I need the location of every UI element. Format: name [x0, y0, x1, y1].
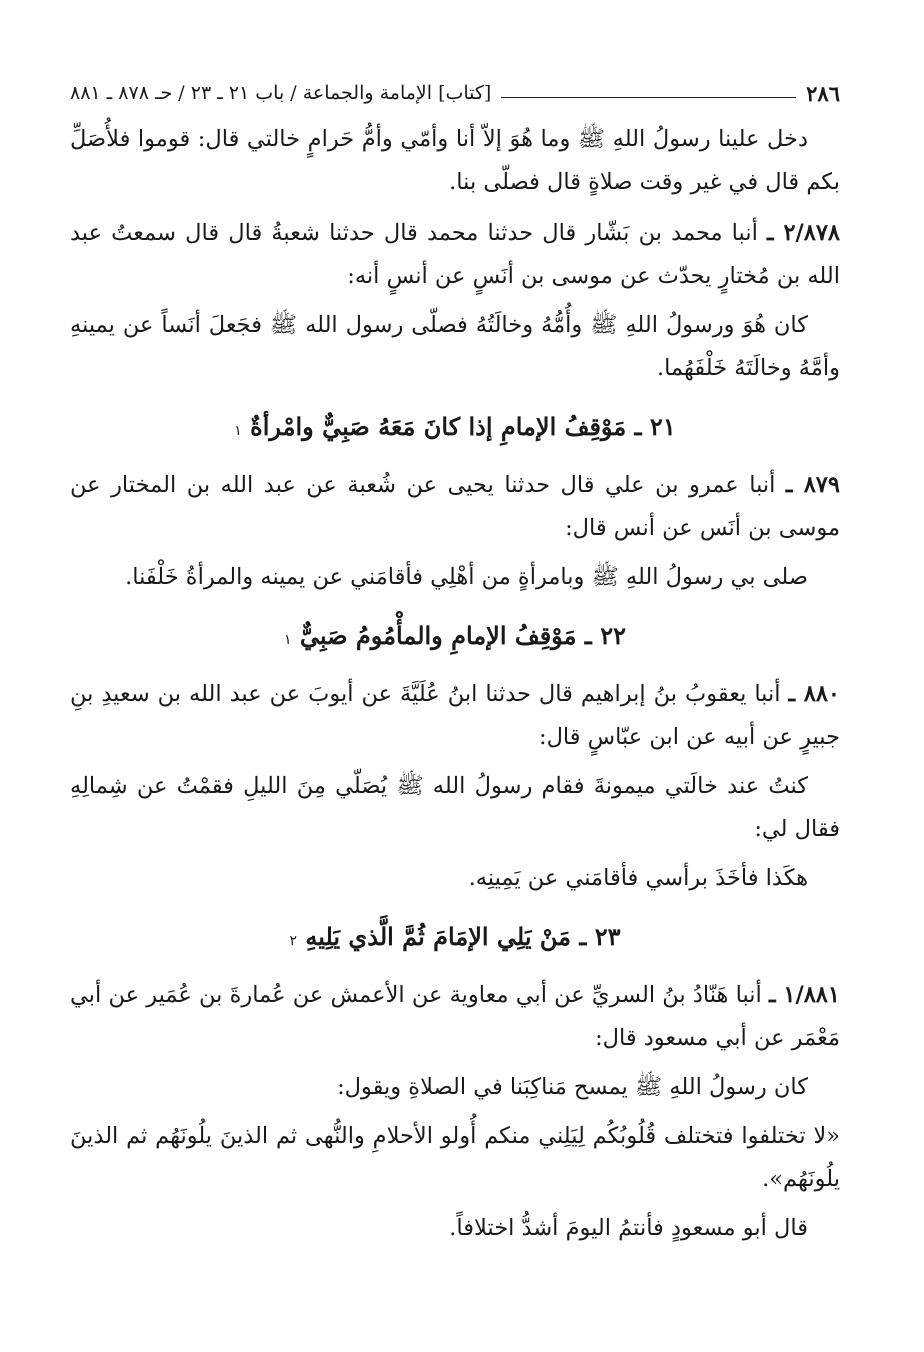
- hadith-879-matn: صلى بي رسولُ اللهِ ﷺ وبامرأةٍ من أهْلِي فأقامَني عن يمينه والمرأةُ خَلْفَنا.: [125, 564, 808, 590]
- book-page: [70, 78, 840, 1250]
- isnad-text: أنبا محمد بن بَشّار قال حدثنا محمد قال حدثنا شعبةُ قال قال سمعتُ عبد الله بن مُختارٍ يحدّث عن موسى بن أنَسٍ عن أنسٍ أنه:: [70, 220, 840, 289]
- hadith-number: ٨٨٠ ـ: [788, 681, 840, 707]
- hadith-881-matn: كان رسولُ اللهِ ﷺ يمسح مَناكِبَنا في الصلاةِ ويقول:: [337, 1074, 808, 1100]
- hadith-880-matn: كنتُ عند خالَتي ميمونةَ فقام رسولُ الله ﷺ يُصَلّي مِنَ الليلِ فقمْتُ عن شِمالِهِ فقال لي:: [70, 773, 840, 842]
- chapter-title: ٢٣ ـ مَنْ يَلِي الإمَامَ ثُمَّ الَّذي يَلِيهِ: [305, 922, 621, 951]
- hadith-880-matn-continued: هكَذا فأخَذَ برأسي فأقامَني عن يَمِينِه.: [468, 865, 808, 891]
- hadith-number: ٢/٨٧٨ ـ: [767, 220, 840, 246]
- isnad-text: أنبا هَنّادُ بنُ السريِّ عن أبي معاوية عن الأعمش عن عُمارةَ بن عُمَير عن أبي مَعْمَر عن أبي مسعود قال:: [70, 982, 840, 1051]
- footnote-marker: ١: [234, 423, 242, 439]
- header-rule: [501, 97, 796, 98]
- hadith-878-matn: كان هُوَ ورسولُ اللهِ ﷺ وأُمُّهُ وخالَتُهُ فصلّى رسول الله ﷺ فجَعلَ أنَساً عن يمينهِ وأمَّهُ وخالَتَهُ خَلْفَهُما.: [70, 312, 840, 381]
- running-header: [70, 78, 840, 108]
- chapter-title: ٢١ ـ مَوْقِفُ الإمامِ إذا كانَ مَعَهُ صَبِيٌّ وامْرأةٌ: [250, 412, 676, 441]
- hadith-number: ١/٨٨١ ـ: [768, 982, 840, 1008]
- hadith-880-isnad: [70, 673, 840, 759]
- isnad-text: أنبا عمرو بن علي قال حدثنا يحيى عن شُعبة عن عبد الله بن المختار عن موسى بن أنَس عن أنس قال:: [70, 472, 840, 541]
- chapter-23-heading: [70, 914, 840, 964]
- chapter-title: ٢٢ ـ مَوْقِفُ الإمامِ والمأْمُومُ صَبِيٌّ: [299, 621, 626, 650]
- chapter-21-heading: [70, 404, 840, 454]
- hadith-878-isnad: [70, 212, 840, 298]
- hadith-879-isnad: [70, 464, 840, 550]
- hadith-number: ٨٧٩ ـ: [785, 472, 840, 498]
- hadith-877-continuation: دخل علينا رسولُ اللهِ ﷺ وما هُوَ إلاّ أنا وأمّي وأمُّ حَرامٍ خالتي قال: قوموا فلأُصَلِّ بكم قال في غير وقت صلاةٍ قال فصلّى بنا.: [70, 126, 840, 195]
- isnad-text: أنبا يعقوبُ بنُ إبراهيم قال حدثنا ابنُ عُلَيَّةَ عن أيوبَ عن عبد الله بن سعيدِ بنِ جبيرٍ عن أبيه عن ابن عبّاسٍ قال:: [70, 681, 840, 750]
- hadith-881-final: قال أبو مسعودٍ فأنتمُ اليومَ أشدُّ اختلافاً.: [449, 1215, 808, 1241]
- running-title: [كتاب] الإمامة والجماعة / باب ٢١ ـ ٢٣ / حـ ٨٧٨ ـ ٨٨١: [70, 82, 492, 104]
- page-number: ٢٨٦: [806, 80, 840, 106]
- hadith-881-quote: «لا تختلفوا فتختلف قُلُوبُكُم لِيَلِني منكم أُولو الأحلامِ والنُّهى ثم الذينَ يلُونَهُم ثم الذينَ يلُونَهُم».: [70, 1123, 840, 1192]
- footnote-marker: ١: [284, 632, 292, 648]
- footnote-marker: ٢: [289, 933, 297, 949]
- hadith-881-isnad: [70, 974, 840, 1060]
- chapter-22-heading: [70, 613, 840, 663]
